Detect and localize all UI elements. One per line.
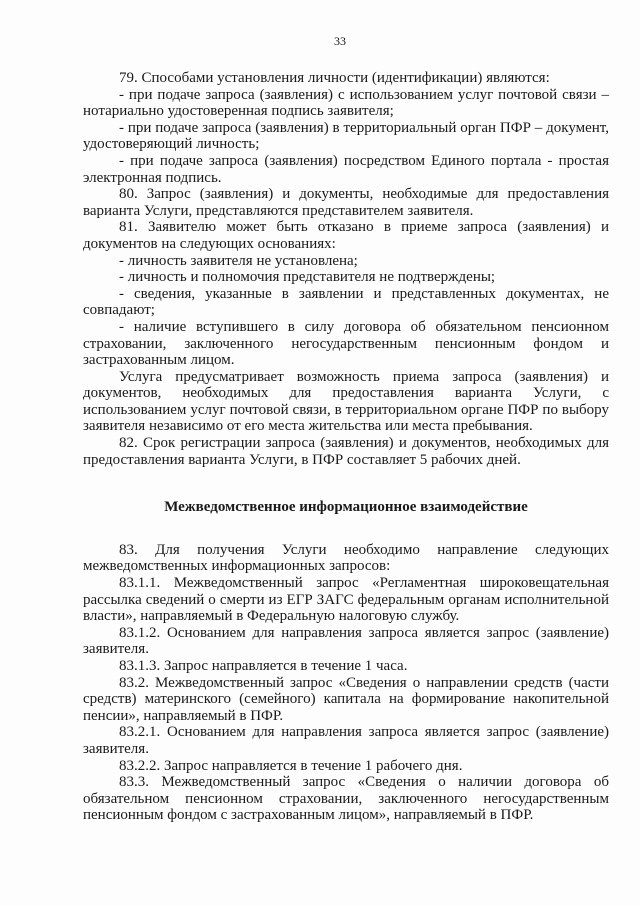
paragraph-83-2: 83.2. Межведомственный запрос «Сведения о направлении средств (части средств) материнского (семейного) капитала на формирование накопительной пенсии», направляемый в ПФР. (83, 674, 609, 724)
document-body (83, 70, 609, 824)
paragraph-82: 82. Срок регистрации запроса (заявления) и документов, необходимых для предоставления варианта Услуги, в ПФР составляет 5 рабочих дней. (83, 435, 609, 468)
paragraph-83-3: 83.3. Межведомственный запрос «Сведения о наличии договора об обязательном пенсионном страховании, заключенного негосударственным пенсионным фондом с застрахованным лицом», направляемый в ПФР. (83, 774, 609, 824)
paragraph-79: 79. Способами установления личности (идентификации) являются: (119, 70, 550, 86)
paragraph-81-item-mismatch: - сведения, указанные в заявлении и представленных документах, не совпадают; (83, 285, 609, 319)
paragraph-81-item-contract: - наличие вступившего в силу договора об обязательном пенсионном страховании, заключенного негосударственным пенсионным фондом и застрахованным лицом. (83, 318, 609, 369)
paragraph-81-item-authority: - личность и полномочия представителя не подтверждены; (119, 269, 496, 286)
paragraph-81-item-identity: - личность заявителя не установлена; (119, 252, 358, 269)
paragraph-83: 83. Для получения Услуги необходимо направление следующих межведомственных информационных запросов: (83, 541, 609, 575)
paragraph-83-1-2: 83.1.2. Основанием для направления запроса является запрос (заявление) заявителя. (83, 624, 609, 658)
paragraph-79-item-pfr-office: - при подаче запроса (заявления) в территориальный орган ПФР – документ, удостоверяющий личность; (83, 119, 609, 153)
paragraph-81: 81. Заявителю может быть отказано в приеме запроса (заявления) и документов на следующих основаниях: (83, 219, 609, 252)
paragraph-service-channels: Услуга предусматривает возможность приема запроса (заявления) и документов, необходимых для предоставления варианта Услуги, с использованием услуг почтовой связи, в территориальном органе ПФР по выбору заявителя независимо от его места жительства или места пребывания. (83, 368, 609, 435)
paragraph-79-item-postal: - при подаче запроса (заявления) с использованием услуг почтовой связи – нотариально удостоверенная подпись заявителя; (83, 86, 609, 120)
paragraph-79-item-portal: - при подаче запроса (заявления) посредством Единого портала - простая электронная подпись. (83, 152, 609, 186)
paragraph-80: 80. Запрос (заявления) и документы, необходимые для предоставления варианта Услуги, представляются представителем заявителя. (83, 186, 609, 219)
paragraph-83-2-1: 83.2.1. Основанием для направления запроса является запрос (заявление) заявителя. (83, 724, 609, 757)
section-heading: Межведомственное информационное взаимодействие (164, 499, 528, 516)
paragraph-83-1-3: 83.1.3. Запрос направляется в течение 1 часа. (119, 658, 408, 674)
paragraph-83-2-2: 83.2.2. Запрос направляется в течение 1 рабочего дня. (119, 757, 463, 774)
paragraph-83-1-1: 83.1.1. Межведомственный запрос «Регламентная широковещательная рассылка сведений о смерти из ЕГР ЗАГС федеральным органам исполнительной власти», направляемый в Федеральную налоговую службу. (83, 575, 609, 625)
page-number: 33 (334, 34, 346, 48)
